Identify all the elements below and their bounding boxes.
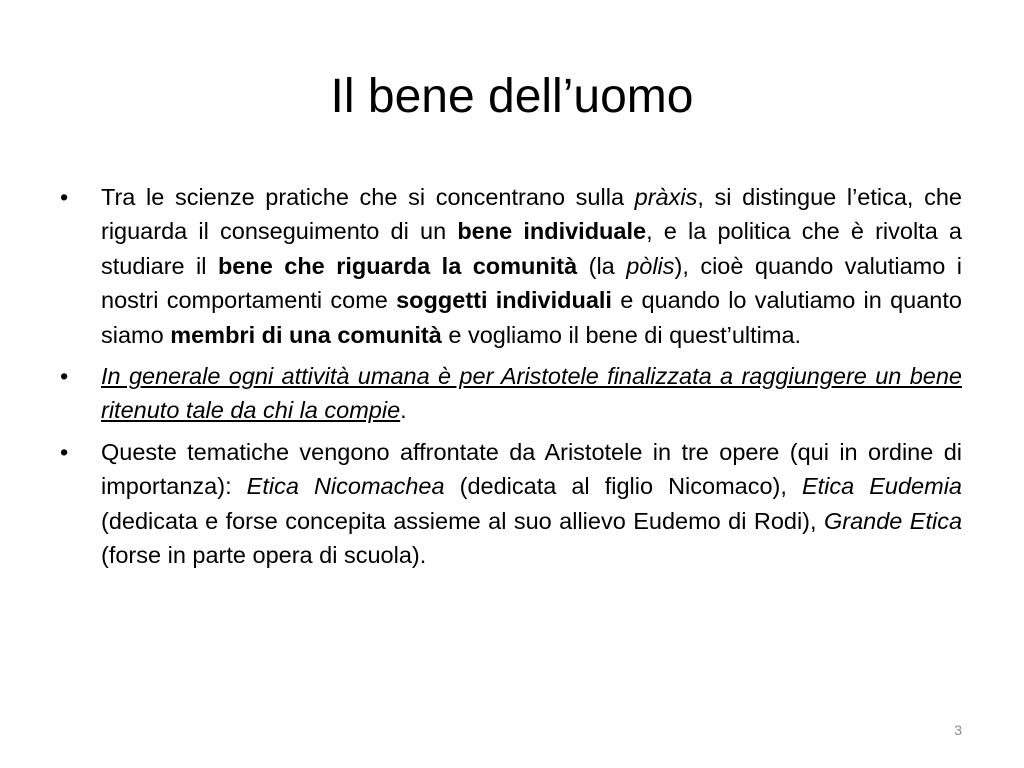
- bullet-text-segment: pràxis: [634, 184, 698, 210]
- page-number: 3: [954, 722, 962, 738]
- bullet-text-segment: membri di una comunità: [170, 321, 442, 348]
- bullet-text-segment: e vogliamo il bene di quest’ultima.: [441, 321, 802, 348]
- bullet-text-segment: (forse in parte opera di scuola).: [101, 542, 427, 569]
- bullet-text-segment: soggetti individuali: [396, 287, 612, 314]
- bullet-text-segment: (la: [577, 252, 627, 279]
- bullet-text-segment: e quando lo valutiamo in quanto siamo: [101, 287, 962, 348]
- bullet-item: [60, 435, 962, 573]
- bullet-icon: •: [60, 363, 69, 390]
- bullet-text-segment: , e la politica che è rivolta a studiare il: [101, 218, 962, 279]
- bullet-text-segment: Etica Eudemia: [801, 473, 962, 500]
- bullet-icon: •: [60, 438, 69, 465]
- bullet-text-segment: ), cioè quando valutiamo i nostri comportamenti come: [101, 252, 962, 314]
- bullet-text-segment: pòlis: [626, 252, 675, 279]
- bullet-text-segment: Queste tematiche vengono affrontate da Aristotele in tre opere (qui in ordine di importanza):: [101, 438, 962, 500]
- bullet-text-segment: In generale ogni attività umana è per Aristotele finalizzata a raggiungere un bene ritenuto tale da chi la compie: [101, 363, 962, 424]
- bullet-item: [60, 359, 962, 428]
- bullet-text-segment: (dedicata e forse concepita assieme al suo allievo Eudemo di Rodi),: [101, 507, 824, 534]
- slide-title: Il bene dell’uomo: [330, 70, 694, 123]
- bullet-text-segment: Etica Nicomachea: [246, 473, 445, 500]
- bullet-text-segment: , si distingue l’etica, che riguarda il conseguimento di un: [101, 184, 962, 245]
- bullet-text-segment: bene individuale: [457, 218, 647, 245]
- bullet-item: [60, 180, 962, 352]
- bullet-text-segment: bene che riguarda la comunità: [217, 252, 578, 279]
- bullet-text-segment: (dedicata al figlio Nicomaco),: [444, 473, 802, 500]
- bullet-text-segment: Grande Etica: [823, 507, 963, 534]
- bullet-text-segment: Tra le scienze pratiche che si concentrano sulla: [101, 184, 635, 210]
- bullet-icon: •: [60, 184, 69, 210]
- bullet-text-segment: .: [400, 397, 407, 424]
- bullet-list: [60, 180, 962, 579]
